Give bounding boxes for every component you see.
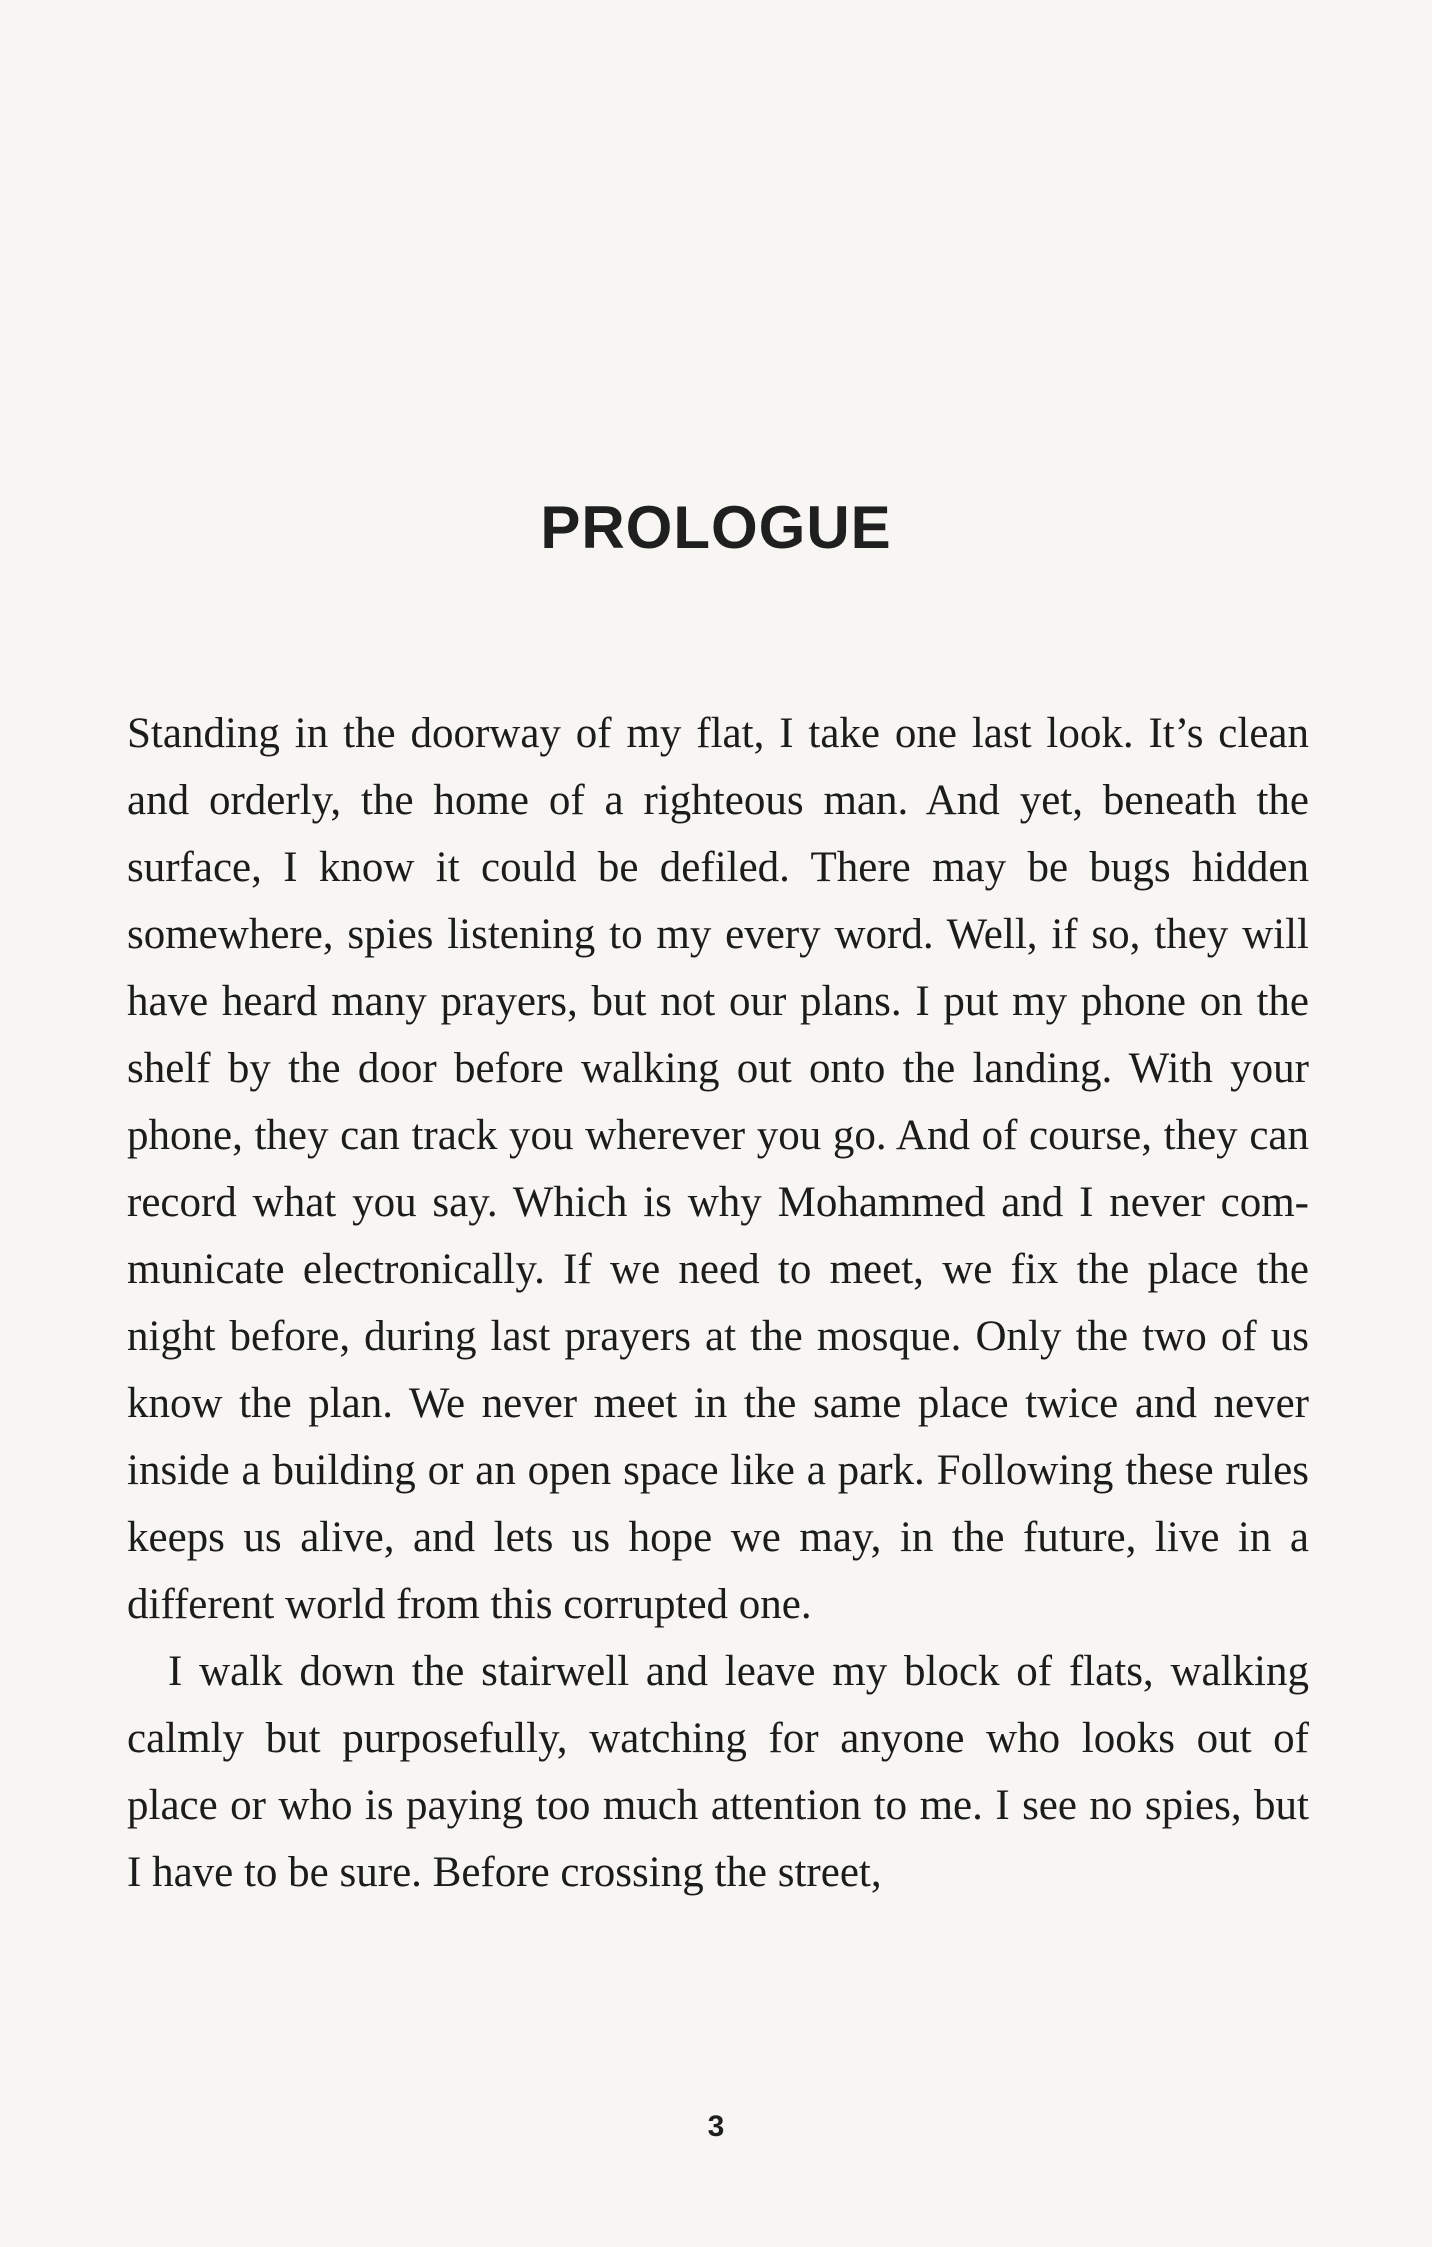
body-text — [127, 700, 1309, 1906]
paragraph: I walk down the stairwell and leave my block of flats, walking calmly but purposefully, watching for anyone who looks out of place or who is paying too much attention to me. I see no spies, but I have to be sure. Before crossing the street, — [127, 1648, 1309, 1896]
page-number: 3 — [707, 2110, 725, 2143]
chapter-title: PROLOGUE — [540, 494, 892, 561]
paragraph: Standing in the doorway of my flat, I take one last look. It’s clean and orderly, the home of a righteous man. And yet, beneath the surface, I know it could be defiled. There may be bugs hidden somewhere, spies listening to my every word. Well, if so, they will have heard many prayers, but not our plans. I put my phone on the shelf by the door before walking out onto the landing. With your phone, they can track you wherever you go. And of course, they can record what you say. Which is why Mohammed and I never communicate electronically. If we need to meet, we fix the place the night before, during last prayers at the mosque. Only the two of us know the plan. We never meet in the same place twice and never inside a building or an open space like a park. Following these rules keeps us alive, and lets us hope we may, in the future, live in a different world from this corrupted one. — [127, 710, 1309, 1628]
